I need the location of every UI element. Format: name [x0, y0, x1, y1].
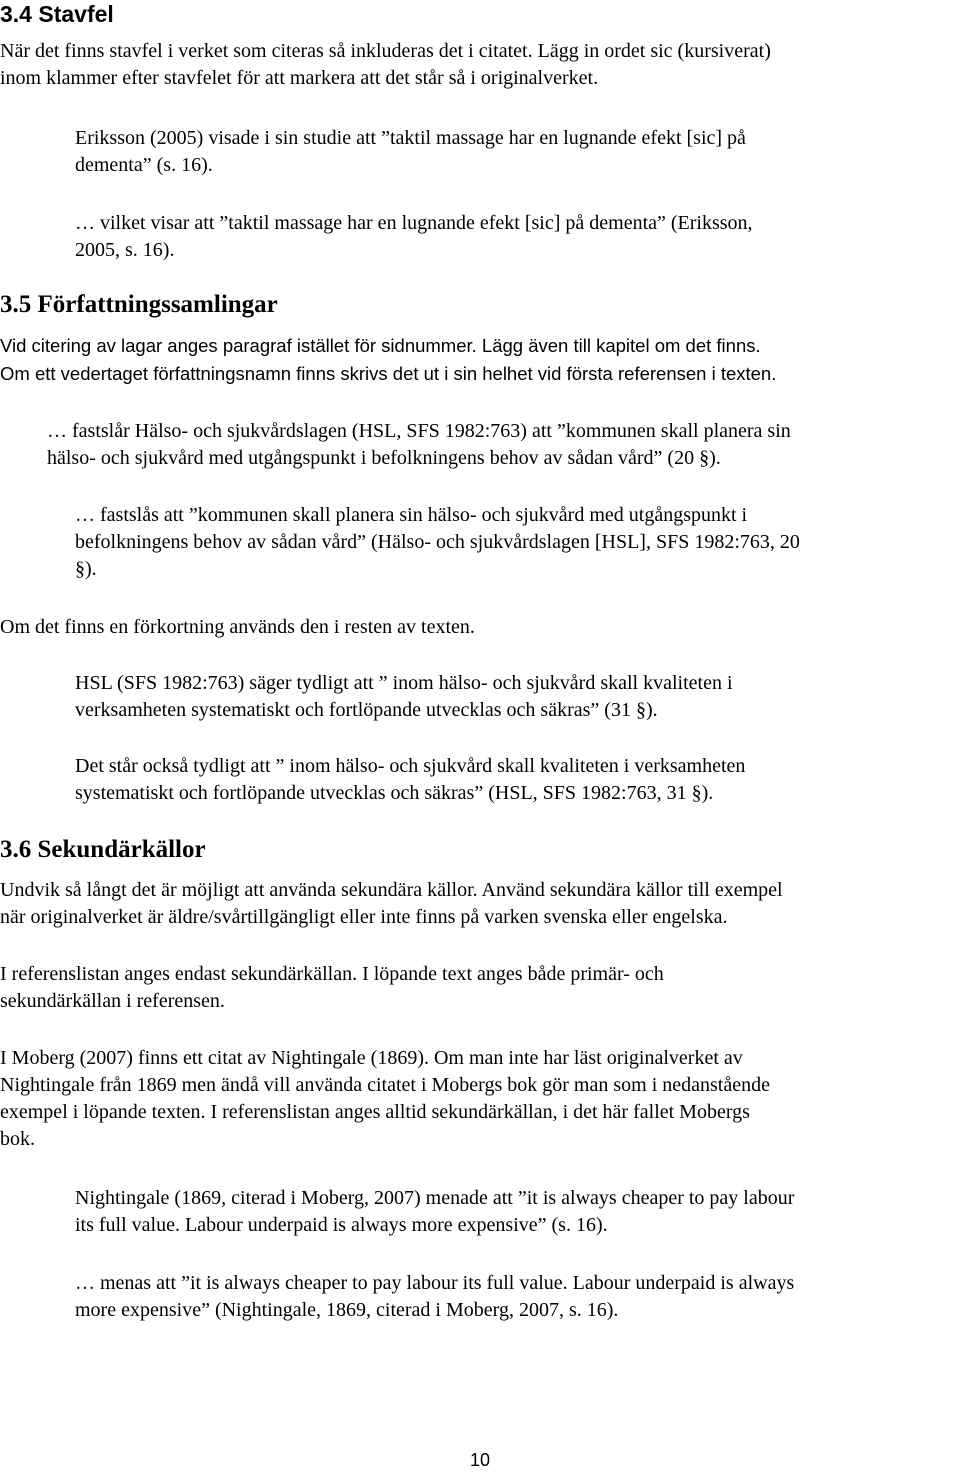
paragraph: I Moberg (2007) finns ett citat av Nightingale (1869). Om man inte har läst originalverket av Nightingale från 1869 men ändå vill använda citatet i Mobergs bok gör man som i nedanstående exempel i löpande texten. I referenslistan anges alltid sekundärkällan, i det här fallet Mobergs bok.	[0, 1047, 770, 1150]
section-heading-sekundarkallor: 3.6 Sekundärkällor	[0, 836, 206, 863]
example-quote: Eriksson (2005) visade i sin studie att ”taktil massage har en lugnande efekt [sic] på dementa” (s. 16).	[75, 127, 746, 176]
page-number: 10	[469, 1450, 491, 1470]
section-heading-forfattningssamlingar: 3.5 Författningssamlingar	[0, 291, 278, 318]
paragraph-abbreviation-note: Om det finns en förkortning används den i resten av texten.	[0, 616, 475, 638]
paragraph: I referenslistan anges endast sekundärkällan. I löpande text anges både primär- och sekundärkällan i referensen.	[0, 963, 664, 1012]
paragraph-forfattningssamlingar-intro: Vid citering av lagar anges paragraf istället för sidnummer. Lägg även till kapitel om det finns. Om ett vedertaget författningsnamn finns skrivs det ut i sin helhet vid första referensen i texten.	[0, 335, 777, 384]
example-quote: Det står också tydligt att ” inom hälso- och sjukvård skall kvaliteten i verksamheten systematiskt och fortlöpande utvecklas och säkras” (HSL, SFS 1982:763, 31 §).	[75, 755, 746, 804]
example-quote: … vilket visar att ”taktil massage har en lugnande efekt [sic] på dementa” (Eriksson, 2005, s. 16).	[75, 212, 753, 261]
example-quote: Nightingale (1869, citerad i Moberg, 2007) menade att ”it is always cheaper to pay labour its full value. Labour underpaid is always more expensive” (s. 16).	[75, 1187, 795, 1236]
section-heading-stavfel: 3.4 Stavfel	[0, 1, 114, 27]
example-quote: … fastslår Hälso- och sjukvårdslagen (HSL, SFS 1982:763) att ”kommunen skall planera sin hälso- och sjukvård med utgångspunkt i befolkningens behov av sådan vård” (20 §).	[47, 420, 791, 469]
example-quote: … fastslås att ”kommunen skall planera sin hälso- och sjukvård med utgångspunkt i befolkningens behov av sådan vård” (Hälso- och sjukvårdslagen [HSL], SFS 1982:763, 20 §).	[75, 504, 800, 580]
example-quote: … menas att ”it is always cheaper to pay labour its full value. Labour underpaid is always more expensive” (Nightingale, 1869, citerad i Moberg, 2007, s. 16).	[75, 1272, 795, 1321]
paragraph-stavfel-intro: När det finns stavfel i verket som citeras så inkluderas det i citatet. Lägg in ordet sic (kursiverat) inom klammer efter stavfelet för att markera att det står så i originalverket.	[0, 40, 771, 89]
paragraph: Undvik så långt det är möjligt att använda sekundära källor. Använd sekundära källor till exempel när originalverket är äldre/svårtillgängligt eller inte finns på varken svenska eller engelska.	[0, 879, 783, 928]
example-quote: HSL (SFS 1982:763) säger tydligt att ” inom hälso- och sjukvård skall kvaliteten i verksamheten systematiskt och fortlöpande utvecklas och säkras” (31 §).	[75, 672, 733, 721]
